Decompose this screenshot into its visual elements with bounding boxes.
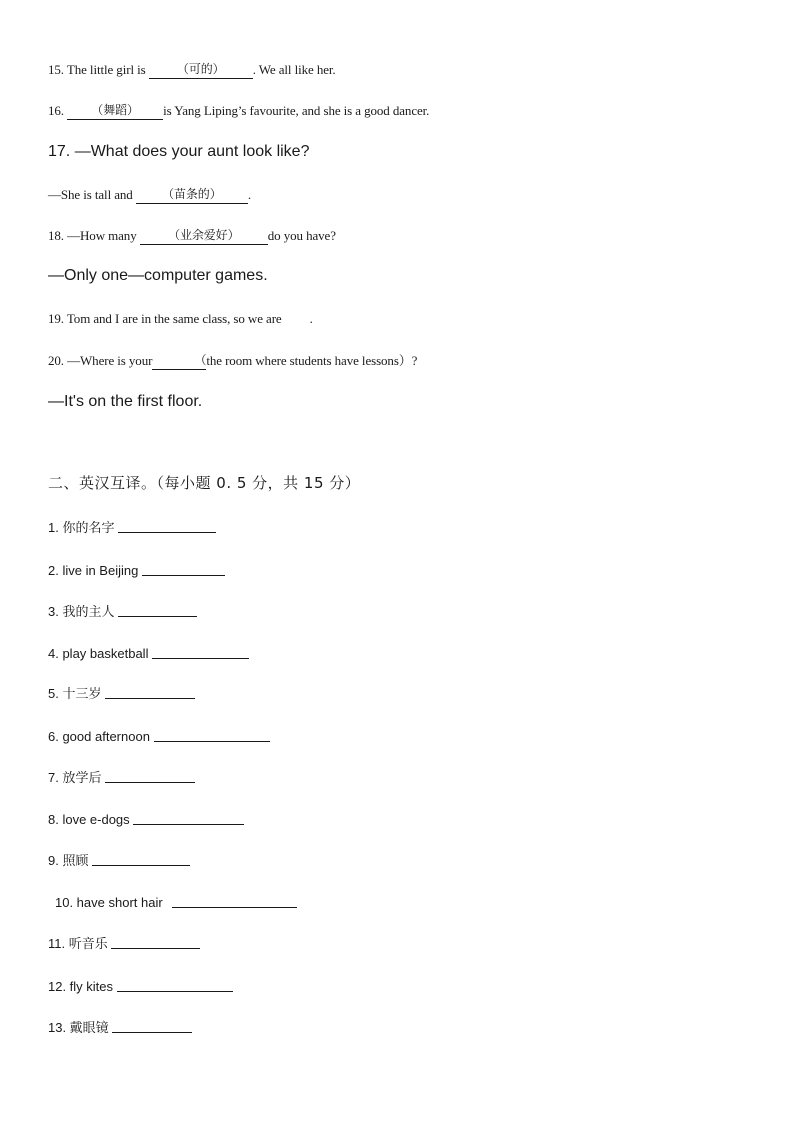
list-item: 2. live in Beijing <box>48 562 225 577</box>
answer-blank[interactable]: （ <box>152 356 206 370</box>
list-item: 6. good afternoon <box>48 728 270 743</box>
answer-blank[interactable] <box>111 936 200 949</box>
list-item: 7. 放学后 <box>48 769 195 784</box>
list-item: 11. 听音乐 <box>48 935 200 950</box>
answer-blank[interactable] <box>118 520 216 533</box>
answer-blank[interactable] <box>154 729 270 742</box>
list-item: 9. 照顾 <box>48 852 190 867</box>
list-item: 10. have short hair <box>55 894 297 909</box>
question-19: 19. Tom and I are in the same class, so we are . <box>48 311 313 326</box>
answer-blank[interactable] <box>118 604 197 617</box>
question-18: 18. —How many （业余爱好） do you have? <box>48 228 336 243</box>
answer-blank[interactable] <box>105 770 195 783</box>
answer-blank[interactable]: （业余爱好） <box>140 231 268 245</box>
question-17: 17. —What does your aunt look like? <box>48 143 310 160</box>
list-item: 13. 戴眼镜 <box>48 1019 192 1034</box>
list-item: 8. love e-dogs <box>48 811 244 826</box>
question-20-answer: —It's on the first floor. <box>48 393 203 410</box>
answer-blank[interactable]: （苗条的） <box>136 190 248 204</box>
answer-blank[interactable]: （舞蹈） <box>67 106 163 120</box>
answer-blank[interactable] <box>133 812 244 825</box>
question-20: 20. —Where is your （the room where students have lessons）? <box>48 353 418 368</box>
list-item: 1. 你的名字 <box>48 519 216 534</box>
answer-blank[interactable] <box>117 979 233 992</box>
answer-blank[interactable] <box>105 686 195 699</box>
answer-blank[interactable] <box>152 646 249 659</box>
question-17-answer: —She is tall and （苗条的） . <box>48 187 252 202</box>
answer-blank[interactable] <box>112 1020 192 1033</box>
answer-blank[interactable] <box>92 853 190 866</box>
answer-blank[interactable] <box>172 895 297 908</box>
question-18-answer: —Only one—computer games. <box>48 267 268 284</box>
answer-blank[interactable]: （可的） <box>149 65 253 79</box>
list-item: 12. fly kites <box>48 978 233 993</box>
list-item: 5. 十三岁 <box>48 685 195 700</box>
answer-blank[interactable] <box>142 563 225 576</box>
question-15: 15. The little girl is （可的） . We all like her. <box>48 62 336 77</box>
section-heading: 二、英汉互译。（每小题 0. 5 分，共 15 分） <box>48 474 361 492</box>
question-16: 16. （舞蹈） is Yang Liping’s favourite, and she is a good dancer. <box>48 103 430 118</box>
list-item: 4. play basketball <box>48 645 249 660</box>
list-item: 3. 我的主人 <box>48 603 197 618</box>
